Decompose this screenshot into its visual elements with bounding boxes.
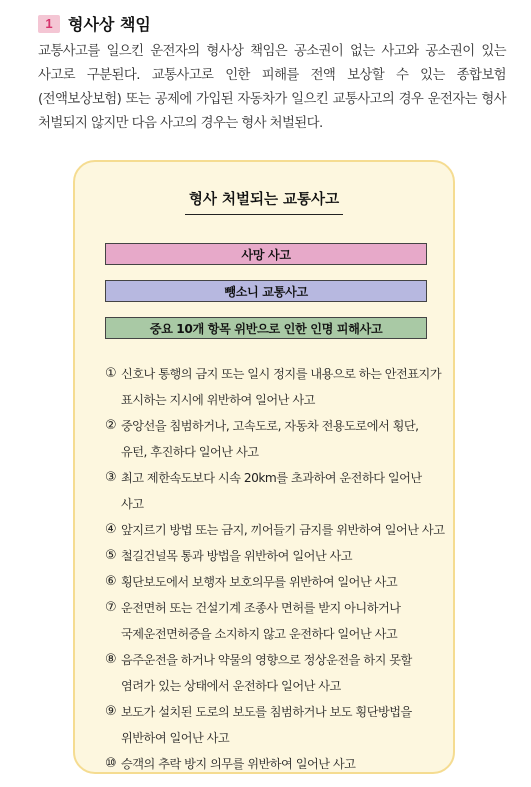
item-text: 중앙선을 침범하거나, 고속도로, 자동차 전용도로에서 횡단, 유턴, 후진하다 일어난 사고 xyxy=(121,419,419,459)
tag-major-violation: 중요 10개 항목 위반으로 인한 인명 피해사고 xyxy=(105,317,427,339)
item-number: ⑤ xyxy=(105,548,117,563)
section-header xyxy=(38,12,151,35)
list-item xyxy=(105,543,445,569)
list-item xyxy=(105,569,445,595)
criminal-cases-panel xyxy=(73,160,455,774)
panel-title-text: 형사 처벌되는 교통사고 xyxy=(185,188,343,215)
item-number: ⑨ xyxy=(105,704,117,719)
item-text: 음주운전을 하거나 약물의 영향으로 정상운전을 하지 못할 염려가 있는 상태에서 운전하다 일어난 사고 xyxy=(121,653,412,693)
item-text: 승객의 추락 방지 의무를 위반하여 일어난 사고 xyxy=(121,757,356,771)
section-title: 형사상 책임 xyxy=(68,15,151,34)
item-text: 철길건널목 통과 방법을 위반하여 일어난 사고 xyxy=(121,549,353,563)
case-list xyxy=(105,361,445,777)
list-item xyxy=(105,699,445,751)
item-text: 앞지르기 방법 또는 금지, 끼어들기 금지를 위반하여 일어난 사고 xyxy=(121,523,445,537)
list-item xyxy=(105,751,445,777)
item-number: ① xyxy=(105,366,117,381)
section-number-badge: 1 xyxy=(38,15,60,33)
list-item xyxy=(105,413,445,465)
item-number: ⑦ xyxy=(105,600,117,615)
list-item xyxy=(105,517,445,543)
list-item xyxy=(105,647,445,699)
tag-death-accident: 사망 사고 xyxy=(105,243,427,265)
item-text: 최고 제한속도보다 시속 20km를 초과하여 운전하다 일어난 사고 xyxy=(121,471,422,511)
item-text: 운전면허 또는 건설기계 조종사 면허를 받지 아니하거나 국제운전면허증을 소지하지 않고 운전하다 일어난 사고 xyxy=(121,601,401,641)
item-number: ⑩ xyxy=(105,756,117,771)
intro-paragraph: 교통사고를 일으킨 운전자의 형사상 책임은 공소권이 없는 사고와 공소권이 있는 사고로 구분된다. 교통사고로 인한 피해를 전액 보상할 수 있는 종합보험(전액보상보험) 또는 공제에 가입된 자동차가 일으킨 교통사고의 경우 운전자는 형사 처벌되지 않지만 다음 사고의 경우는 형사 처벌된다. xyxy=(38,44,506,131)
panel-title xyxy=(75,188,453,215)
list-item xyxy=(105,595,445,647)
item-number: ② xyxy=(105,418,117,433)
list-item xyxy=(105,361,445,413)
item-number: ④ xyxy=(105,522,117,537)
item-number: ⑧ xyxy=(105,652,117,667)
item-text: 신호나 통행의 금지 또는 일시 정지를 내용으로 하는 안전표지가 표시하는 지시에 위반하여 일어난 사고 xyxy=(121,367,442,407)
item-text: 횡단보도에서 보행자 보호의무를 위반하여 일어난 사고 xyxy=(121,575,398,589)
item-number: ③ xyxy=(105,470,117,485)
tag-hit-and-run: 뺑소니 교통사고 xyxy=(105,280,427,302)
list-item xyxy=(105,465,445,517)
item-number: ⑥ xyxy=(105,574,117,589)
item-text: 보도가 설치된 도로의 보도를 침범하거나 보도 횡단방법을 위반하여 일어난 사고 xyxy=(121,705,412,745)
